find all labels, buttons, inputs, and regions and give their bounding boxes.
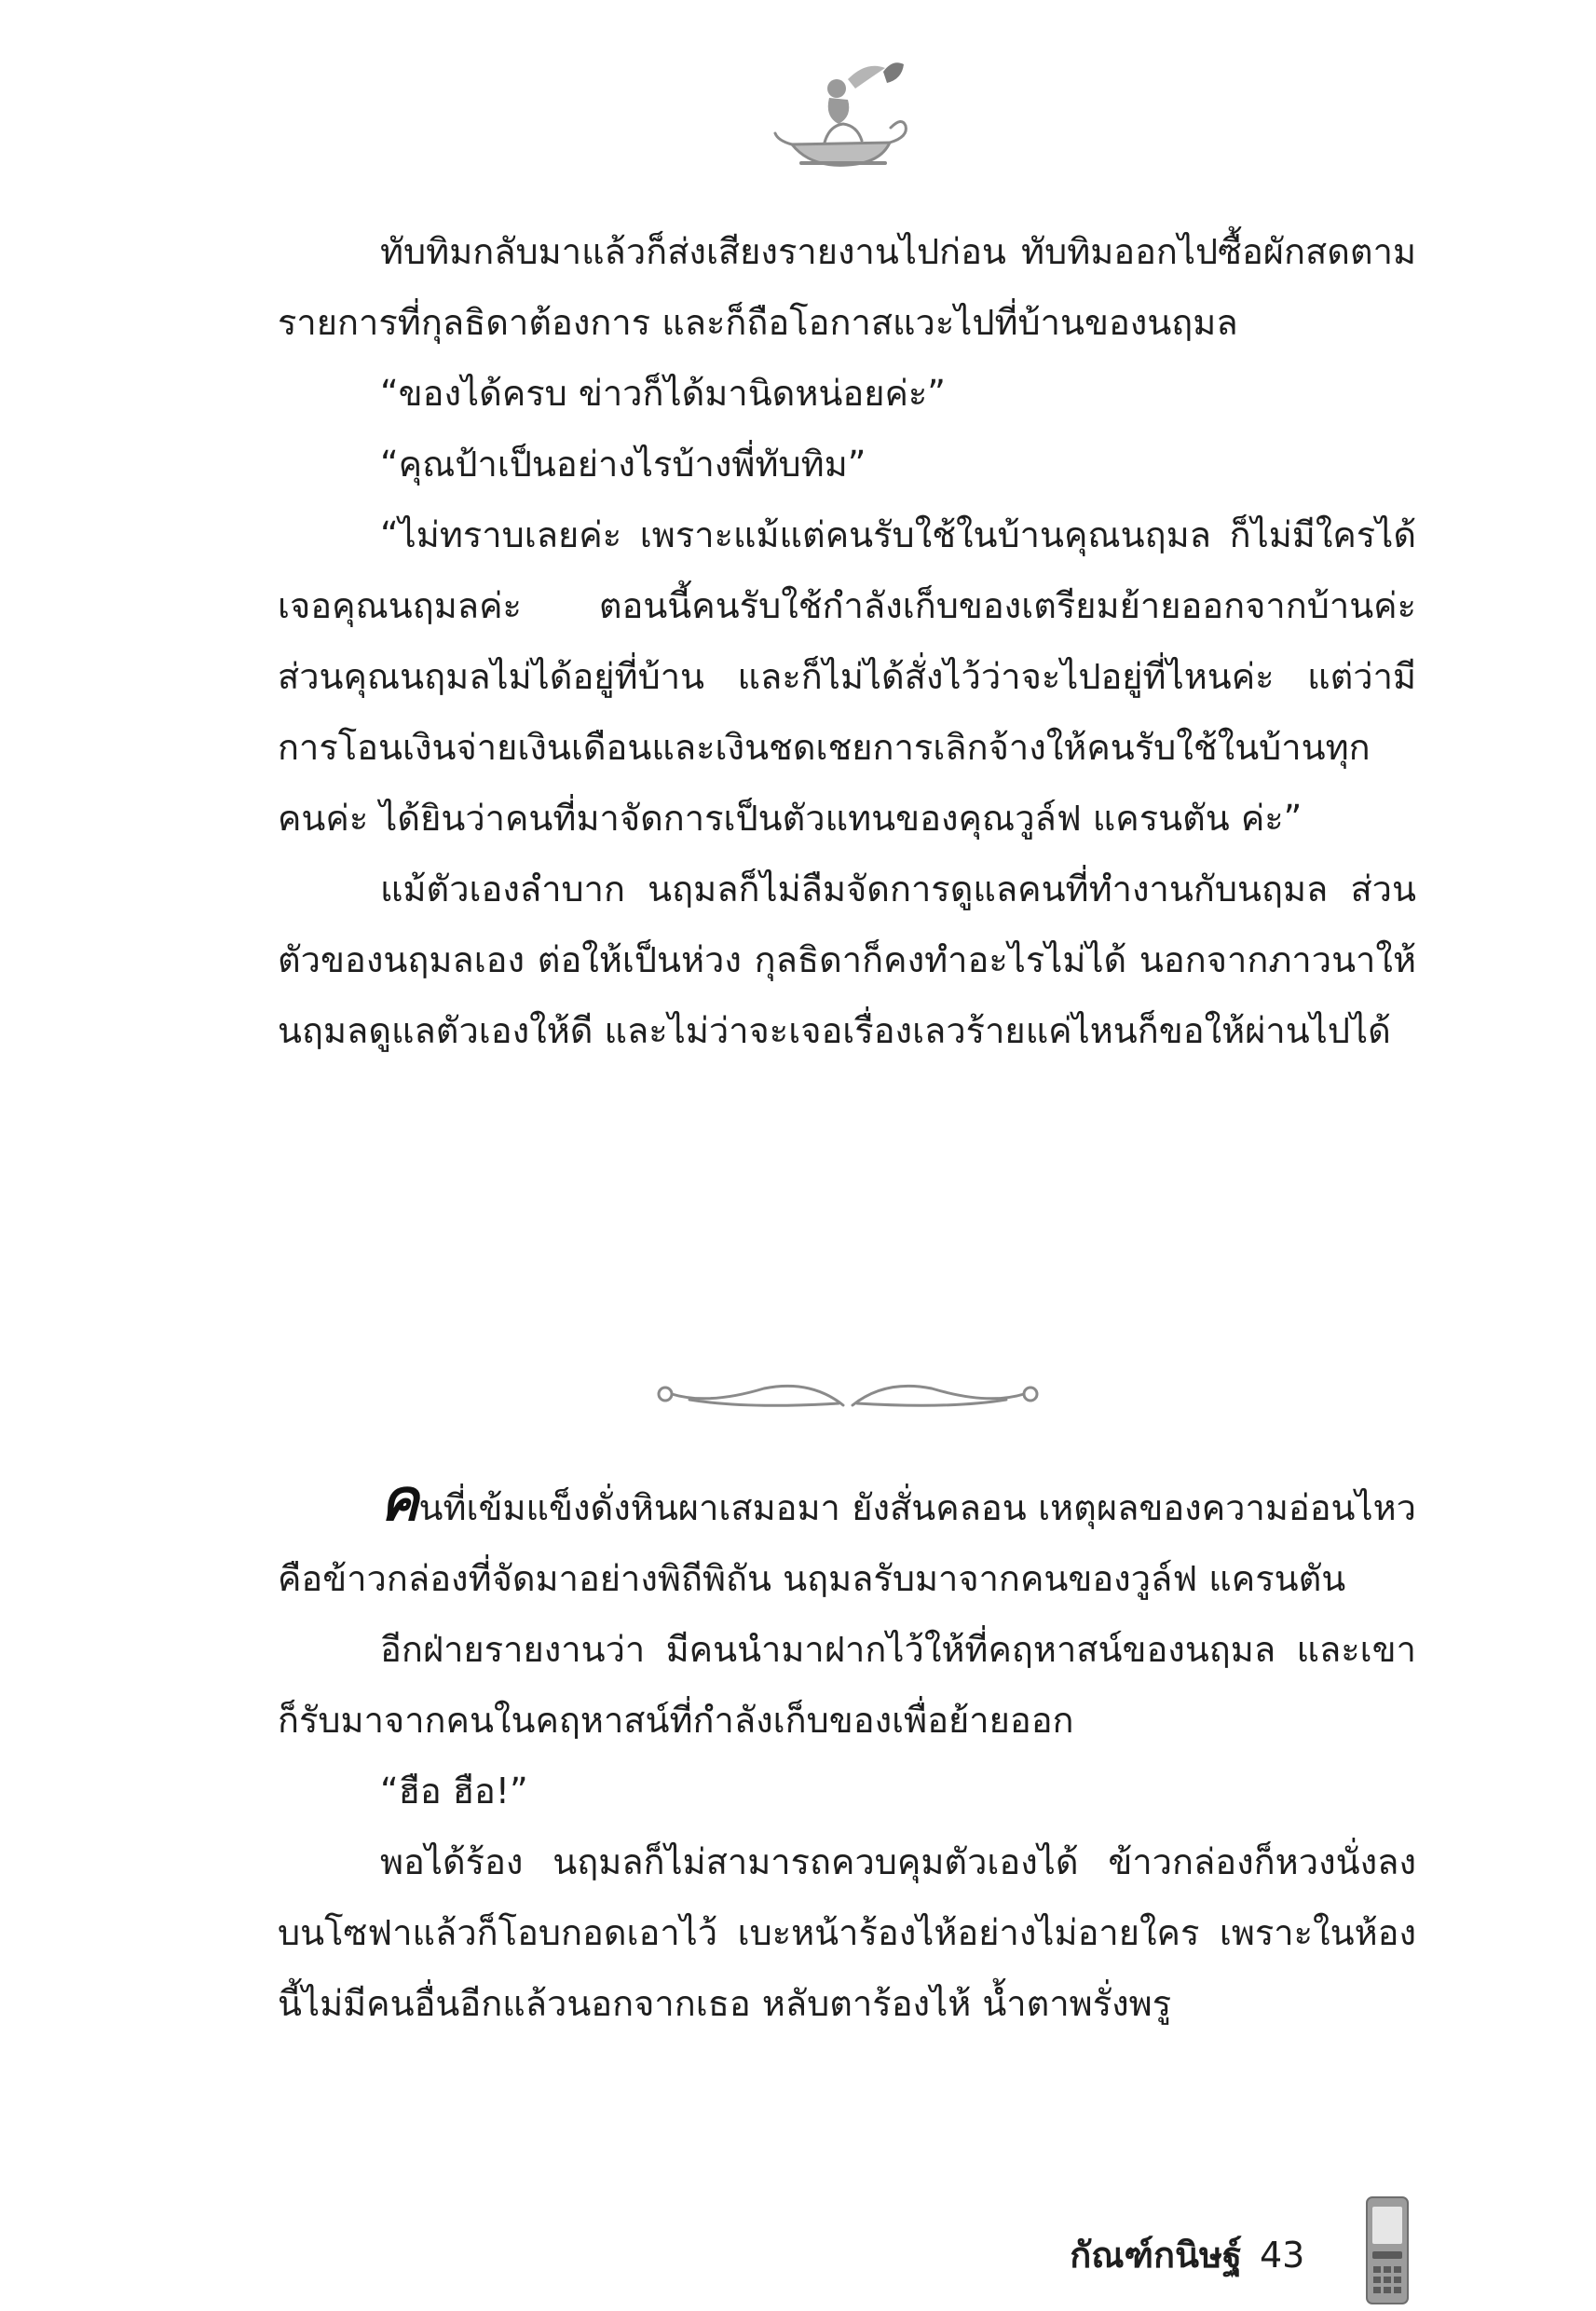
paragraph: แม้ตัวเองลำบาก นฤมลก็ไม่ลืมจัดการดูแลคนที่ทำงานกับนฤมล ส่วนตัวของนฤมลเอง ต่อให้เป็นห่วง กุลธิดาก็คงทำอะไรไม่ได้ นอกจากภาวนาให้นฤมลดูแลตัวเองให้ดี และไม่ว่าจะเจอเรื่องเลวร้ายแค่ไหนก็ขอให้ผ่านไปได้	[278, 868, 1416, 1051]
paragraph-text: นที่เข้มแข็งดั่งหินผาเสมอมา ยังสั่นคลอน เหตุผลของความอ่อนไหว คือข้าวกล่องที่จัดมาอย่างพิถีพิถัน นฤมลรับมาจากคนของวูล์ฟ แครนตัน	[278, 1487, 1416, 1599]
genie-lamp-cupid-icon	[773, 51, 913, 172]
dialogue-paragraph: “ไม่ทราบเลยค่ะ เพราะแม้แต่คนรับใช้ในบ้านคุณนฤมล ก็ไม่มีใครได้เจอคุณนฤมลค่ะ ตอนนี้คนรับใช้กำลังเก็บของเตรียมย้ายออกจากบ้านค่ะ ส่วนคุณนฤมลไม่ได้อยู่ที่บ้าน และก็ไม่ได้สั่งไว้ว่าจะไปอยู่ที่ไหนค่ะ แต่ว่ามีการโอนเงินจ่ายเงินเดือนและเงินชดเชยการเลิกจ้างให้คนรับใช้ในบ้านทุกคนค่ะ ได้ยินว่าคนที่มาจัดการเป็นตัวแทนของคุณวูล์ฟ แครนตัน ค่ะ”	[278, 514, 1416, 839]
section-2	[278, 1466, 1416, 2039]
drop-cap: ค	[380, 1466, 419, 1534]
paragraph: ทับทิมกลับมาแล้วก็ส่งเสียงรายงานไปก่อน ทับทิมออกไปซื้อผักสดตามรายการที่กุลธิดาต้องการ และก็ถือโอกาสแวะไปที่บ้านของนฤมล	[278, 231, 1416, 343]
paragraph: อีกฝ่ายรายงานว่า มีคนนำมาฝากไว้ให้ที่คฤหาสน์ของนฤมล และเขาก็รับมาจากคนในคฤหาสน์ที่กำลังเก็บของเพื่อย้ายออก	[278, 1629, 1416, 1741]
book-title: กัณฑ์กนิษฐ์	[1070, 2235, 1242, 2276]
scroll-flourish-divider	[652, 1368, 1044, 1424]
paragraph-with-dropcap	[278, 1466, 1416, 1614]
phone-device-icon	[1365, 2195, 1410, 2305]
dialogue-line: “ของได้ครบ ข่าวก็ได้มานิดหน่อยค่ะ”	[380, 373, 946, 414]
dialogue-line: “ฮือ ฮือ!”	[380, 1771, 528, 1812]
section-1	[278, 216, 1416, 1066]
paragraph: พอได้ร้อง นฤมลก็ไม่สามารถควบคุมตัวเองได้ ข้าวกล่องก็หวงนั่งลงบนโซฟาแล้วก็โอบกอดเอาไว้ เบะหน้าร้องไห้อย่างไม่อายใคร เพราะในห้องนี้ไม่มีคนอื่นอีกแล้วนอกจากเธอ หลับตาร้องไห้ น้ำตาพรั่งพรู	[278, 1841, 1416, 2024]
dialogue-line: “คุณป้าเป็นอย่างไรบ้างพี่ทับทิม”	[380, 444, 866, 485]
page-number: 43	[1260, 2235, 1305, 2276]
